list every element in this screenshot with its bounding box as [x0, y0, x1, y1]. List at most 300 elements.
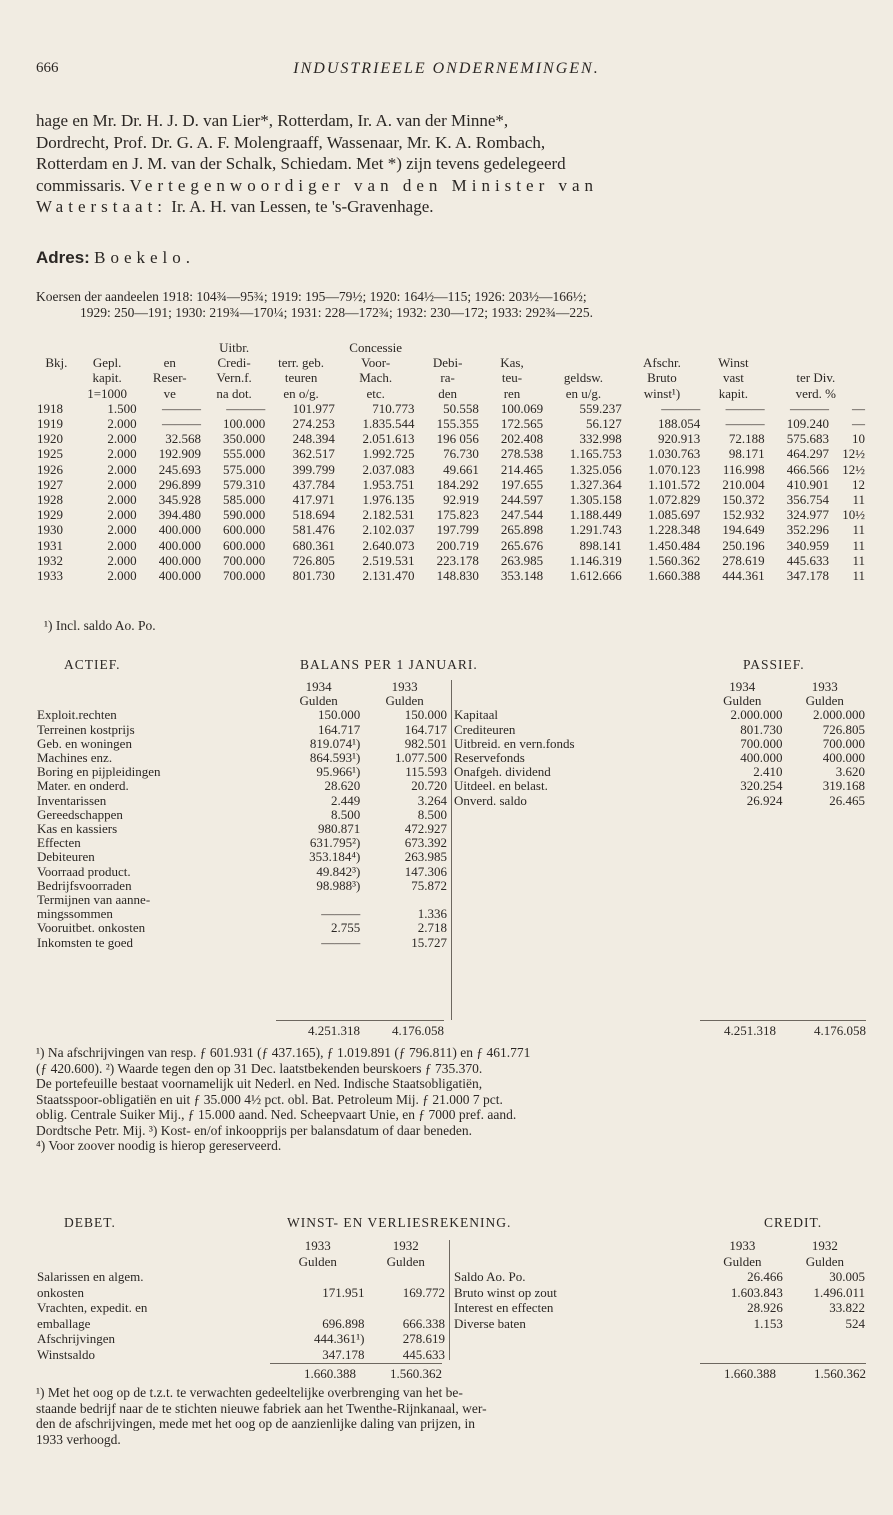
value-cell: 819.074¹): [309, 735, 361, 751]
spacer: [453, 1254, 701, 1270]
balance-total-1934: 4.251.318: [724, 1023, 776, 1038]
table-cell: 1.612.666: [569, 568, 622, 584]
column-header: [77, 340, 138, 355]
table-cell: 2.000: [107, 461, 137, 477]
column-header: Afschr.: [643, 355, 681, 371]
value-cell: 164.717: [404, 721, 447, 737]
table-cell: 296.899: [158, 476, 201, 492]
table-cell: 2.000: [107, 431, 137, 447]
year-header: 1932: [811, 1238, 838, 1253]
value-cell: 49.842³): [316, 863, 361, 879]
table-cell: ———: [725, 400, 765, 416]
row-label: Saldo Ao. Po.: [454, 1269, 526, 1284]
table-cell: —: [852, 416, 865, 432]
row-label: Inventarissen: [37, 792, 107, 808]
balance-title: BALANS PER 1 JANUARI.: [300, 657, 478, 672]
column-header: [766, 340, 866, 355]
balance-left-title: ACTIEF.: [64, 657, 121, 672]
row-label: emballage: [37, 1315, 91, 1331]
table-cell: 700.000: [223, 552, 266, 568]
header-row: [36, 370, 866, 385]
unit-header: Gulden: [385, 693, 424, 709]
table-cell: 1.188.449: [569, 507, 622, 523]
intro-text: Vertegenwoordiger van den Minister van: [129, 175, 599, 195]
table-cell: 437.784: [292, 476, 335, 492]
table-cell: 2.000: [107, 476, 137, 492]
table-row: [36, 1331, 446, 1347]
table-cell: 1918: [37, 400, 63, 416]
value-cell: [270, 1269, 365, 1285]
footnote-line: ¹) Met het oog op de t.z.t. te verwachten gedeeltelijke overbrenging van het be-: [36, 1385, 463, 1400]
value-cell: 150.000: [404, 707, 447, 723]
table-cell: 581.476: [292, 522, 335, 538]
unit-header: Gulden: [299, 693, 338, 709]
table-cell: 214.465: [500, 461, 544, 477]
table-cell: 2.000: [107, 416, 137, 432]
table-row: [36, 1269, 446, 1285]
value-cell: 3.264: [417, 792, 447, 808]
table-cell: 1.953.751: [362, 476, 415, 492]
column-header: vast: [722, 370, 744, 386]
table-row: [453, 1269, 866, 1285]
value-cell: 673.392: [404, 835, 447, 851]
table-row: [36, 1300, 446, 1316]
table-row: [453, 723, 866, 737]
balance-total-1934: 4.251.318: [308, 1023, 360, 1038]
table-cell: 1.327.364: [569, 476, 622, 492]
value-cell: 2.449: [331, 792, 361, 808]
column-header: Debi-: [432, 355, 463, 371]
balance-assets-table: [36, 680, 448, 950]
unit-header: Gulden: [723, 693, 762, 709]
row-label: Afschrijvingen: [37, 1331, 115, 1346]
row-label: Vrachten, expedit. en: [37, 1300, 148, 1315]
table-cell: 2.000: [107, 522, 137, 538]
share-prices-line: 1929: 250—191; 1930: 219¾—170¼; 1931: 228—172¾; 1932: 230—172; 1933: 292¾—225.: [80, 304, 594, 320]
table-row: [36, 522, 866, 537]
table-row: [36, 1285, 446, 1301]
pl-total-1933: 1.660.388: [304, 1366, 356, 1381]
table-cell: 1931: [37, 537, 63, 553]
table-cell: 920.913: [657, 431, 701, 447]
row-label: Terreinen kostprijs: [37, 721, 135, 737]
spacer: [36, 680, 276, 694]
table-cell: 11: [852, 522, 865, 538]
value-cell: [365, 1300, 446, 1316]
table-cell: 1925: [37, 446, 63, 462]
value-cell: ———: [321, 934, 361, 950]
table-cell: 801.730: [292, 568, 335, 584]
table-row: [453, 1285, 866, 1301]
table-cell: 1.835.544: [362, 416, 415, 432]
footnote-line: den de afschrijvingen, mede met het oog op de aanzienlijke daling van prijzen, in: [36, 1416, 475, 1431]
row-label: Reservefonds: [454, 750, 525, 766]
column-header: verd. %: [795, 385, 837, 401]
table-cell: 345.928: [158, 492, 201, 508]
column-header: [544, 340, 623, 355]
column-header: Bruto: [647, 370, 677, 386]
value-cell: 631.795²): [309, 835, 361, 851]
table-row: [36, 708, 448, 722]
pl-debit-table: [36, 1238, 446, 1362]
unit-header: Gulden: [805, 1253, 845, 1269]
table-cell: 100.069: [500, 400, 544, 416]
table-row: [36, 568, 866, 583]
table-cell: 100.000: [223, 416, 266, 432]
table-cell: 150.372: [722, 492, 765, 508]
value-cell: 28.620: [324, 778, 361, 794]
table-cell: 245.693: [158, 461, 201, 477]
column-header: Kas,: [500, 355, 524, 371]
value-cell: [361, 893, 448, 907]
table-cell: 2.051.613: [362, 431, 415, 447]
footnote-line: oblig. Centrale Suiker Mij., ƒ 15.000 aand. Ned. Scheepvaart Unie, en ƒ 7000 pref. aand.: [36, 1107, 517, 1122]
table-cell: 223.178: [436, 552, 479, 568]
balance-total-rule: [276, 1020, 444, 1021]
row-label: Inkomsten te goed: [37, 934, 134, 950]
table-cell: 12½: [842, 461, 865, 477]
value-cell: 696.898: [322, 1315, 365, 1331]
table-cell: 410.901: [786, 476, 829, 492]
column-header: en o/g.: [283, 385, 319, 401]
table-row: [36, 936, 448, 950]
table-cell: 10½: [842, 507, 865, 523]
year-header: 1933: [811, 679, 838, 694]
row-label: Termijnen van aanne-: [37, 892, 151, 908]
value-cell: ———: [321, 906, 361, 922]
page-number: 666: [36, 60, 59, 76]
table-cell: 1.101.572: [648, 476, 701, 492]
table-cell: 1.660.388: [648, 568, 701, 584]
spacer: [36, 694, 276, 708]
column-header: en: [163, 355, 176, 371]
row-label: Voorraad product.: [37, 863, 131, 879]
column-header: ra-: [440, 370, 455, 386]
footnote-line: Dordtsche Petr. Mij. ³) Kost- en/of inkoopprijs per balansdatum of daar beneden.: [36, 1122, 472, 1138]
table-cell: 575.683: [786, 431, 829, 447]
spacer: [453, 680, 701, 694]
statistics-table-header: [36, 340, 866, 401]
column-header: terr. geb.: [278, 355, 324, 371]
table-cell: 155.355: [436, 416, 479, 432]
value-cell: 666.338: [402, 1315, 445, 1331]
table-cell: ———: [725, 416, 765, 432]
table-cell: 265.898: [500, 522, 544, 538]
balance-total-1933: 4.176.058: [392, 1023, 444, 1038]
table-cell: 1.291.743: [569, 522, 622, 538]
table-row: [453, 708, 866, 722]
footnote-line: ¹) Na afschrijvingen van resp. ƒ 601.931 (ƒ 437.165), ƒ 1.019.891 (ƒ 796.811) en ƒ 461.771: [36, 1045, 531, 1060]
unit-header-row: [36, 1254, 446, 1270]
table-row: [36, 553, 866, 568]
intro-line: [36, 175, 866, 197]
spacer: [36, 1254, 270, 1270]
intro-line: Rotterdam en J. M. van der Schalk, Schiedam. Met *) zijn tevens gedelegeerd: [36, 154, 566, 173]
table-cell: 188.054: [657, 416, 701, 432]
table-cell: 263.985: [500, 552, 544, 568]
value-cell: 147.306: [404, 863, 447, 879]
row-label: Uitbreid. en vern.fonds: [454, 735, 575, 751]
spacer: [453, 694, 701, 708]
column-header: [415, 340, 479, 355]
footnote-line: Staatsspoor-obligatiën en uit ƒ 35.000 4½ pct. obl. Bat. Petroleum Mij. ƒ 21.000 7 pct.: [36, 1091, 503, 1107]
intro-text: commissaris.: [36, 175, 126, 195]
value-cell: 1.603.843: [730, 1284, 783, 1300]
table-cell: 109.240: [786, 416, 829, 432]
table-cell: 56.127: [585, 416, 622, 432]
column-header: [480, 340, 544, 355]
table-cell: 210.004: [722, 476, 765, 492]
balance-total-rule: [700, 1020, 866, 1021]
table-cell: 10: [852, 431, 865, 447]
table-cell: 1.976.135: [362, 492, 415, 508]
table-cell: 265.676: [500, 537, 544, 553]
table-row: [453, 765, 866, 779]
value-cell: 1.077.500: [395, 750, 447, 766]
column-header: [701, 340, 765, 355]
intro-paragraph: [36, 110, 866, 218]
row-label: Crediteuren: [454, 721, 516, 737]
table-cell: 1928: [37, 492, 63, 508]
table-cell: 11: [852, 568, 865, 584]
unit-header: Gulden: [386, 1253, 425, 1269]
table-row: [36, 921, 448, 935]
row-label: Kas en kassiers: [37, 821, 118, 837]
table-cell: 2.000: [107, 552, 137, 568]
column-header: [544, 355, 623, 370]
column-header: Vern.f.: [216, 370, 252, 386]
value-cell: 20.720: [411, 778, 447, 794]
table-cell: 353.148: [500, 568, 544, 584]
column-header: den: [438, 385, 458, 401]
column-header: na dot.: [216, 385, 252, 401]
table-cell: 202.408: [500, 431, 544, 447]
table-cell: 76.730: [443, 446, 479, 462]
table-row: [36, 1316, 446, 1332]
value-cell: 33.822: [829, 1300, 865, 1315]
table-cell: 98.171: [728, 446, 765, 462]
table-row: [36, 737, 448, 751]
table-cell: 12: [852, 476, 865, 492]
table-cell: 278.538: [500, 446, 544, 462]
value-cell: 726.805: [822, 721, 865, 737]
footnote-line: ⁴) Voor zoover noodig is hierop gereserveerd.: [36, 1138, 282, 1153]
value-cell: 1.496.011: [813, 1284, 865, 1300]
spacer: [36, 1238, 270, 1254]
address: [36, 248, 195, 268]
table-row: [36, 865, 448, 879]
column-header: ter Div.: [796, 370, 836, 386]
value-cell: 700.000: [822, 735, 865, 751]
value-cell: 28.926: [747, 1300, 783, 1315]
value-cell: 445.633: [402, 1346, 445, 1362]
table-cell: 417.971: [292, 492, 335, 508]
pl-divider: [449, 1240, 450, 1360]
table-cell: 274.253: [292, 416, 335, 432]
table-cell: 585.000: [223, 492, 266, 508]
column-header: kapit.: [718, 385, 749, 401]
unit-header: Gulden: [723, 1253, 762, 1269]
table-cell: 197.799: [436, 522, 479, 538]
table-cell: 464.297: [786, 446, 829, 462]
footnote-line: 1933 verhoogd.: [36, 1431, 121, 1447]
table-cell: 2.037.083: [362, 461, 415, 477]
table-cell: 400.000: [158, 537, 201, 553]
row-label: Boring en pijpleidingen: [37, 764, 161, 780]
table-cell: 2.519.531: [362, 552, 415, 568]
share-prices-line: Koersen der aandeelen 1918: 104¾—95¾; 1919: 195—79½; 1920: 164½—115; 1926: 203½—166½;: [36, 289, 587, 304]
year-header: 1934: [729, 679, 756, 694]
column-header: [36, 340, 77, 355]
value-cell: 95.966¹): [316, 764, 361, 780]
running-title: INDUSTRIEELE ONDERNEMINGEN.: [293, 60, 600, 77]
table-cell: 350.000: [223, 431, 266, 447]
table-row: [36, 751, 448, 765]
unit-header-row: [453, 694, 866, 708]
value-cell: 1.153: [753, 1315, 783, 1331]
column-header: [266, 340, 336, 355]
value-cell: 353.184⁴): [309, 849, 361, 865]
table-cell: 726.805: [292, 552, 335, 568]
table-row: [36, 808, 448, 822]
table-cell: ———: [789, 400, 829, 416]
value-cell: 2.000.000: [813, 707, 865, 723]
intro-text: Ir. A. H. van Lessen, te 's-Gravenhage.: [171, 197, 434, 216]
table-cell: 2.000: [107, 507, 137, 523]
table-cell: 1.560.362: [648, 552, 701, 568]
table-row: [453, 751, 866, 765]
table-cell: ———: [226, 400, 266, 416]
table-cell: 445.633: [786, 552, 829, 568]
row-label: Machines enz.: [37, 750, 113, 766]
table-cell: 2.000: [107, 568, 137, 584]
balance-right-title: PASSIEF.: [743, 657, 805, 672]
value-cell: 319.168: [822, 778, 865, 794]
value-cell: 400.000: [822, 750, 865, 766]
column-header: Voor-: [361, 355, 391, 371]
value-cell: 26.466: [747, 1269, 783, 1284]
table-cell: 340.959: [786, 537, 829, 553]
table-cell: 1.228.348: [648, 522, 701, 538]
value-cell: 8.500: [417, 806, 447, 822]
table-cell: 1.072.829: [648, 492, 701, 508]
table-cell: 600.000: [223, 537, 266, 553]
table-cell: 1930: [37, 522, 63, 538]
pl-total-1932: 1.560.362: [814, 1366, 866, 1381]
table-cell: ———: [161, 416, 201, 432]
table-cell: 1.992.725: [362, 446, 415, 462]
table-cell: 399.799: [292, 461, 335, 477]
unit-header: Gulden: [805, 693, 844, 709]
table-cell: 2.182.531: [362, 507, 415, 523]
pl-footnotes: [36, 1385, 866, 1447]
value-cell: 150.000: [318, 707, 361, 723]
table-cell: 1920: [37, 431, 63, 447]
statistics-table: [36, 340, 866, 583]
column-header: Uitbr.: [219, 340, 250, 355]
pl-right-title: CREDIT.: [764, 1215, 823, 1230]
footnote-line: De portefeuille bestaat voornamelijk uit Nederl. en Ned. Indische Staatsobligatiën,: [36, 1076, 483, 1091]
table-cell: 352.296: [786, 522, 829, 538]
balance-liabilities-table: [453, 680, 866, 808]
table-cell: 172.565: [500, 416, 544, 432]
unit-header-row: [36, 694, 448, 708]
column-header: teuren: [284, 370, 318, 386]
column-header: etc.: [366, 385, 385, 401]
table-cell: 1926: [37, 461, 63, 477]
table-cell: 356.754: [786, 492, 829, 508]
row-label: Onafgeh. dividend: [454, 764, 551, 780]
table-cell: 466.566: [786, 461, 829, 477]
value-cell: 171.951: [322, 1284, 365, 1300]
table-cell: 49.661: [443, 461, 479, 477]
table-cell: 394.480: [158, 507, 201, 523]
row-label: Winstsaldo: [37, 1346, 95, 1362]
column-header: ve: [163, 385, 176, 401]
table-cell: 250.196: [722, 537, 765, 553]
table-cell: 32.568: [165, 431, 201, 447]
table-cell: 1.070.123: [648, 461, 701, 477]
spacer: [453, 1238, 701, 1254]
table-cell: 278.619: [722, 552, 765, 568]
table-cell: 444.361: [722, 568, 765, 584]
intro-line: hage en Mr. Dr. H. J. D. van Lier*, Rotterdam, Ir. A. van der Minne*,: [36, 111, 509, 130]
table-row: [36, 723, 448, 737]
pl-title: WINST- EN VERLIESREKENING.: [287, 1215, 512, 1230]
value-cell: [276, 893, 361, 907]
table-row: [36, 538, 866, 553]
table-cell: 1919: [37, 416, 63, 432]
table-cell: ———: [161, 400, 201, 416]
table-row: [36, 507, 866, 522]
table-row: [36, 416, 866, 431]
column-header: 1=1000: [87, 385, 128, 401]
table-cell: 555.000: [223, 446, 266, 462]
year-header: 1933: [304, 1238, 331, 1253]
table-cell: 1932: [37, 552, 63, 568]
value-cell: [365, 1269, 446, 1285]
table-cell: 559.237: [579, 400, 622, 416]
row-label: onkosten: [37, 1284, 84, 1300]
table-cell: 247.544: [500, 507, 544, 523]
pl-left-title: DEBET.: [64, 1215, 116, 1230]
column-header: [36, 386, 77, 401]
table-cell: 710.773: [372, 400, 415, 416]
value-cell: 75.872: [411, 877, 447, 893]
table-cell: 518.694: [292, 507, 335, 523]
table-row: [36, 893, 448, 907]
table-cell: 2.000: [107, 492, 137, 508]
value-cell: 980.871: [318, 821, 361, 837]
table-cell: 184.292: [436, 476, 479, 492]
table-cell: 101.977: [292, 400, 335, 416]
pl-total-1933: 1.660.388: [724, 1366, 776, 1381]
table-row: [36, 907, 448, 921]
table-cell: 1.450.484: [648, 537, 701, 553]
table-cell: 1.305.158: [569, 492, 622, 508]
value-cell: 347.178: [322, 1346, 365, 1362]
value-cell: 30.005: [829, 1269, 865, 1284]
balance-total-1933: 4.176.058: [814, 1023, 866, 1038]
table-cell: 579.310: [223, 476, 266, 492]
row-label: Bedrijfsvoorraden: [37, 877, 132, 893]
value-cell: [270, 1300, 365, 1316]
table-row: [453, 1316, 866, 1332]
table-cell: 248.394: [292, 431, 335, 447]
column-header: Mach.: [359, 370, 393, 386]
table-row: [36, 401, 866, 416]
value-cell: 2.755: [331, 920, 361, 936]
